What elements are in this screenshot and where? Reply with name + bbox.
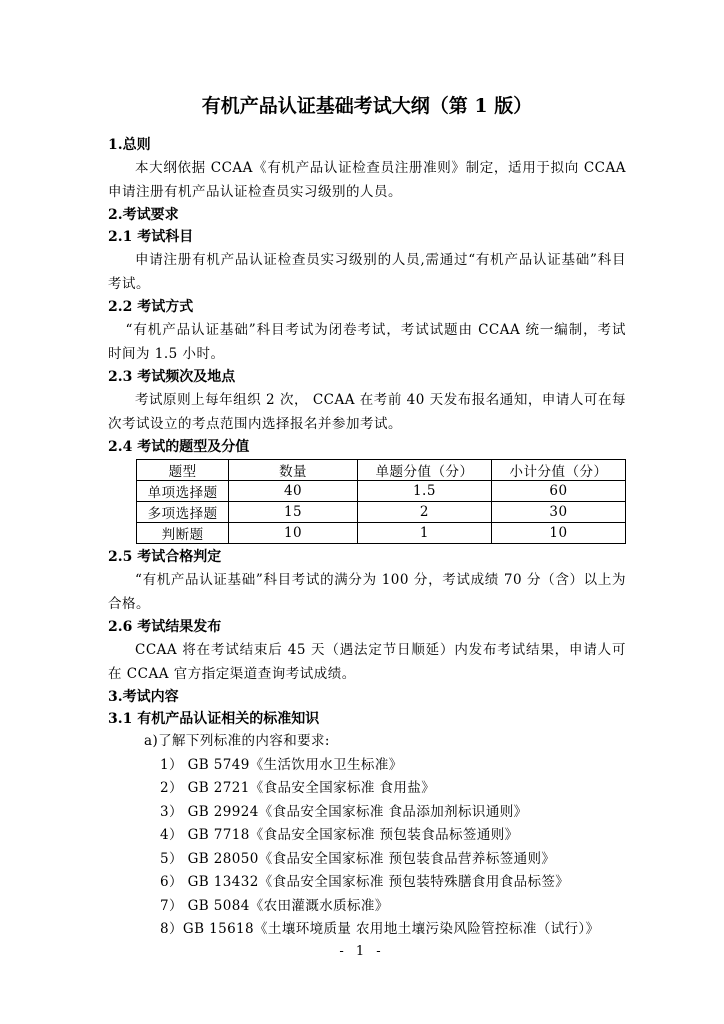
table-cell: 40 — [229, 481, 358, 502]
page-number: - 1 - — [339, 944, 385, 959]
section-2-4-heading: 2.4 考试的题型及分值 — [108, 439, 250, 455]
section-1-heading: 1.总则 — [108, 137, 151, 153]
section-2-1-heading: 2.1 考试科目 — [108, 229, 194, 245]
table-cell: 10 — [229, 523, 358, 544]
section-2-2-text: “有机产品认证基础”科目考试为闭卷考试，考试试题由 CCAA 统一编制，考试时间为 1.5 小时。 — [108, 322, 626, 362]
list-item: 1） GB 5749《生活饮用水卫生标准》 — [160, 756, 403, 773]
table-header-cell: 数量 — [229, 460, 358, 481]
table-header-cell: 单题分值（分） — [357, 460, 491, 481]
list-item: 2） GB 2721《食品安全国家标准 食用盐》 — [160, 780, 436, 796]
section-3-1-heading: 3.1 有机产品认证相关的标准知识 — [108, 711, 320, 727]
list-item: 3） GB 29924《食品安全国家标准 食品添加剂标识通则》 — [160, 803, 528, 820]
table-header-cell: 小计分值（分） — [491, 460, 625, 481]
table-cell: 单项选择题 — [137, 481, 229, 502]
table-row — [137, 502, 626, 523]
document-page — [108, 92, 626, 942]
section-2-1-text: 申请注册有机产品认证检查员实习级别的人员,需通过“有机产品认证基础”科目考试。 — [108, 252, 626, 292]
section-2-3-heading: 2.3 考试频次及地点 — [108, 369, 236, 385]
list-item: 5） GB 28050《食品安全国家标准 预包装食品营养标签通则》 — [160, 850, 556, 867]
table-cell: 30 — [491, 502, 625, 523]
table-header-row — [137, 460, 626, 481]
section-2-5-heading: 2.5 考试合格判定 — [108, 549, 222, 565]
table-cell: 判断题 — [137, 523, 229, 544]
table-cell: 60 — [491, 481, 625, 502]
section-2-heading: 2.考试要求 — [108, 207, 179, 223]
table-row — [137, 481, 626, 502]
table-cell: 10 — [491, 523, 625, 544]
section-2-3-text: 考试原则上每年组织 2 次， CCAA 在考前 40 天发布报名通知，申请人可在每次考试设立的考点范围内选择报名并参加考试。 — [108, 392, 626, 432]
section-2-6-text: CCAA 将在考试结束后 45 天（遇法定节日顺延）内发布考试结果，申请人可在 CCAA 官方指定渠道查询考试成绩。 — [108, 642, 626, 682]
list-item: 8）GB 15618《土壤环境质量 农用地土壤污染风险管控标准（试行）》 — [160, 921, 600, 937]
list-item: 6） GB 13432《食品安全国家标准 预包装特殊膳食用食品标签》 — [160, 874, 570, 890]
section-3-heading: 3.考试内容 — [108, 689, 179, 705]
document-title: 有机产品认证基础考试大纲（第 1 版） — [201, 95, 533, 117]
list-item: 4） GB 7718《食品安全国家标准 预包装食品标签通则》 — [160, 827, 519, 843]
section-1-text: 本大纲依据 CCAA《有机产品认证检查员注册准则》制定，适用于拟向 CCAA 申请注册有机产品认证检查员实习级别的人员。 — [108, 160, 626, 200]
section-2-2-heading: 2.2 考试方式 — [108, 299, 194, 315]
table-cell: 15 — [229, 502, 358, 523]
sub-item-a: a)了解下列标准的内容和要求: — [144, 733, 330, 749]
table-row — [137, 523, 626, 544]
table-header-cell: 题型 — [137, 460, 229, 481]
section-2-5-text: “有机产品认证基础”科目考试的满分为 100 分，考试成绩 70 分（含）以上为合格。 — [108, 572, 626, 612]
table-cell: 1.5 — [357, 481, 491, 502]
table-cell: 多项选择题 — [137, 502, 229, 523]
score-table — [136, 459, 626, 544]
table-cell: 1 — [357, 523, 491, 544]
list-item: 7） GB 5084《农田灌溉水质标准》 — [160, 897, 389, 914]
section-2-6-heading: 2.6 考试结果发布 — [108, 619, 222, 635]
table-cell: 2 — [357, 502, 491, 523]
